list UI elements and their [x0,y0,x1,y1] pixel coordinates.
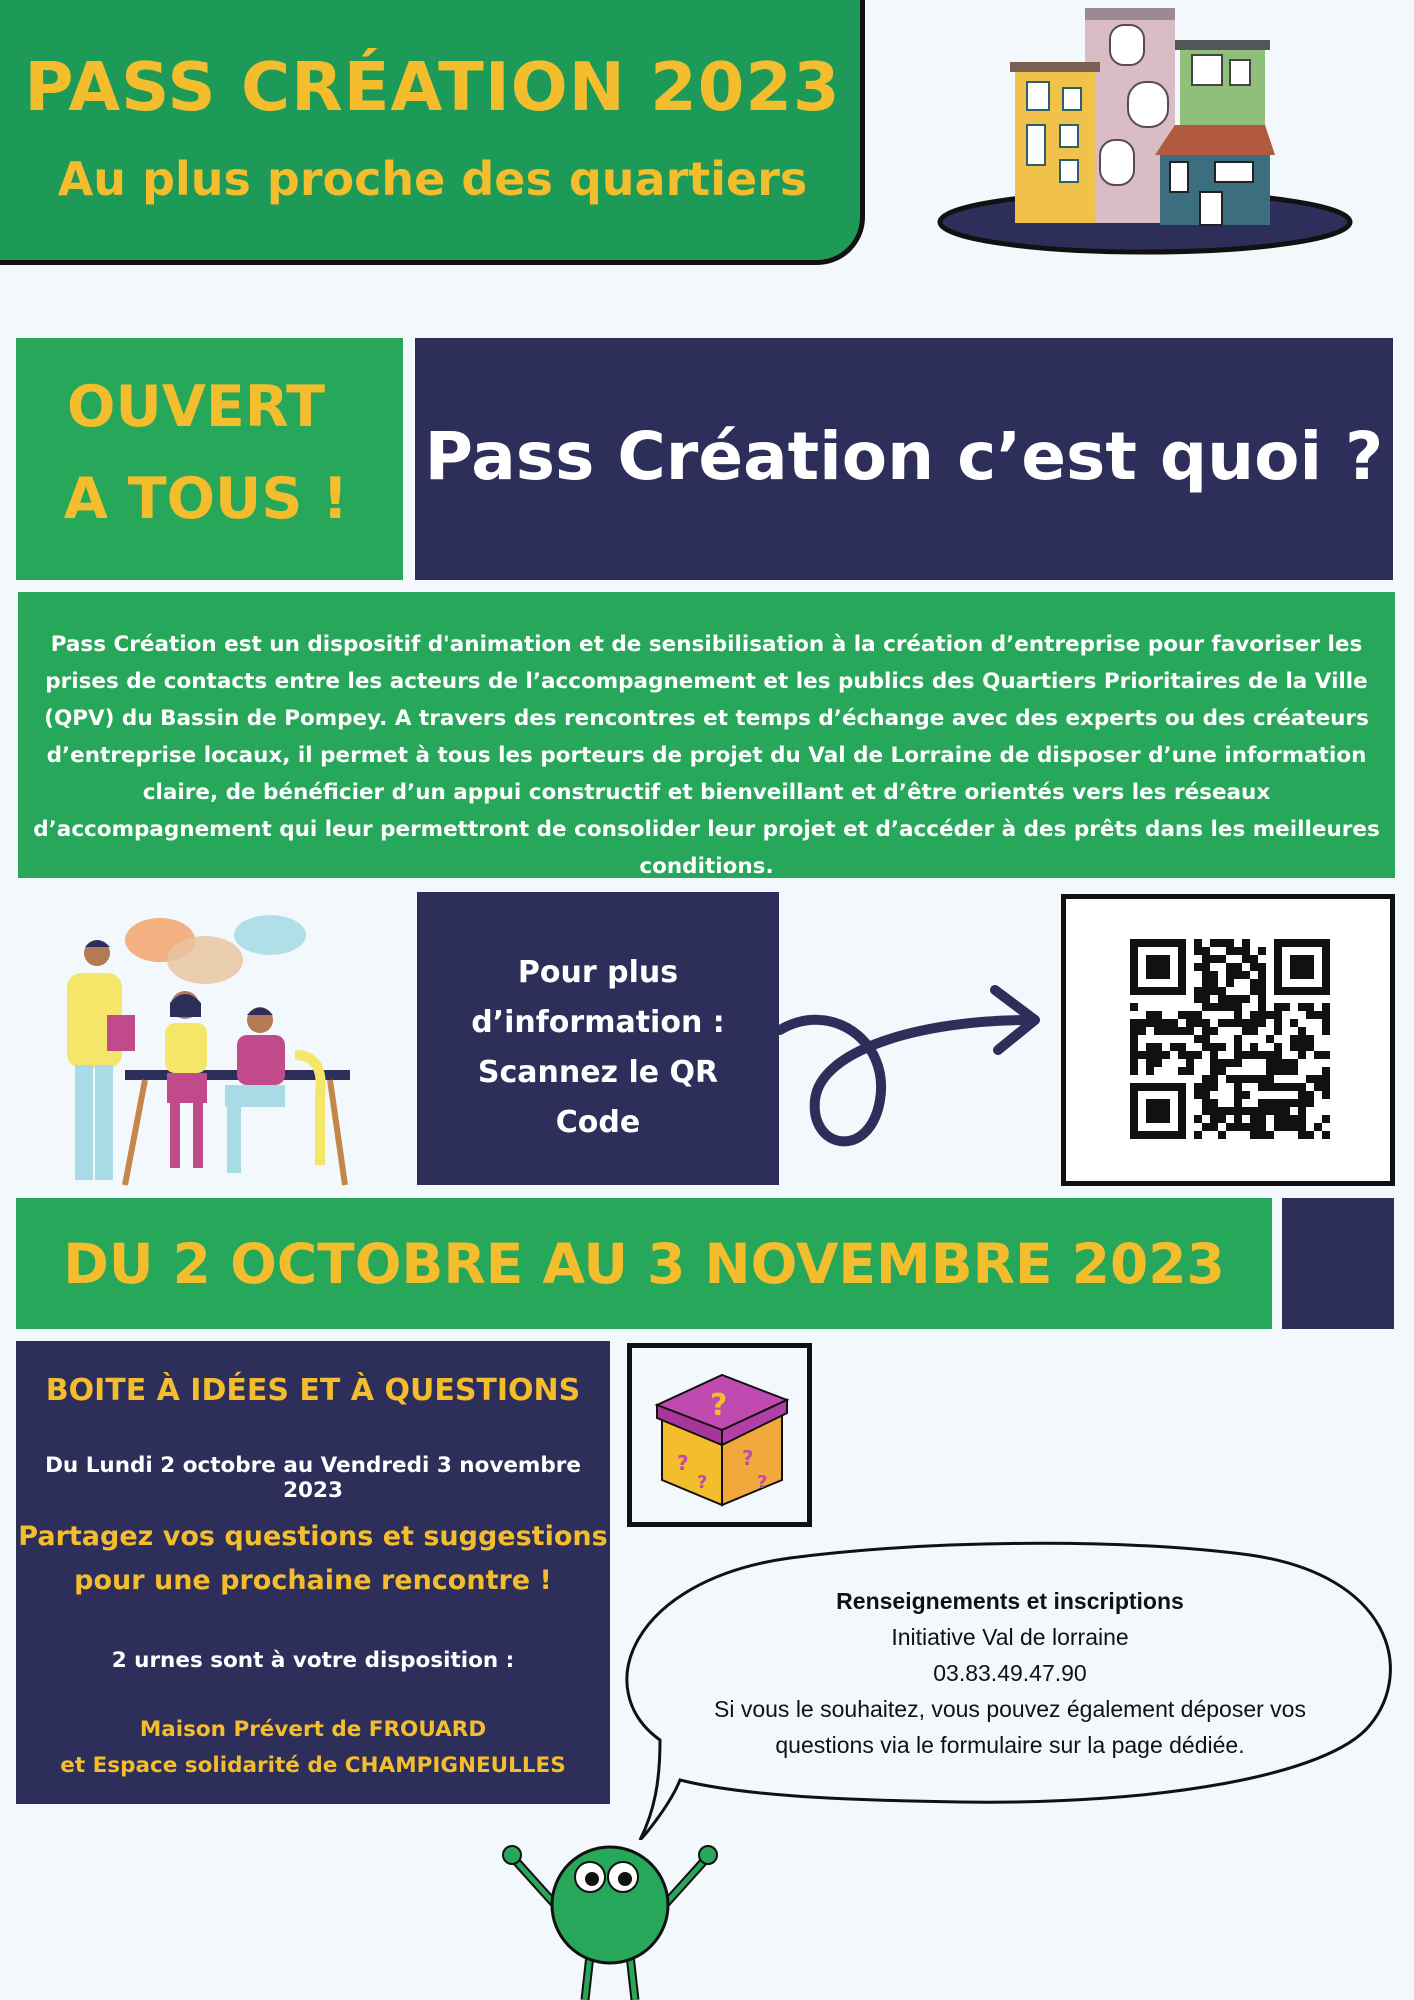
qr-code[interactable] [1130,939,1330,1139]
scan-info-text [437,948,759,1148]
header-banner [0,0,865,265]
page-title: PASS CRÉATION 2023 [24,48,841,126]
svg-text:?: ? [710,1388,728,1423]
idea-box-dates: Du Lundi 2 octobre au Vendredi 3 novembre 2023 [45,1453,581,1503]
idea-box-location2: et Espace solidarité de CHAMPIGNEULLES [60,1753,566,1778]
idea-box-share-line1: Partagez vos questions et suggestions [18,1521,608,1552]
contact-info [660,1583,1360,1763]
open-to-all-line1: OUVERT [66,374,325,440]
date-banner-text: DU 2 OCTOBRE AU 3 NOVEMBRE 2023 [63,1232,1225,1296]
scan-info-line3: Scannez le QR [477,1055,719,1090]
contact-note-line2: questions via le formulaire sur la page dédiée. [775,1732,1245,1758]
idea-box-panel [16,1341,610,1804]
contact-note-line1: Si vous le souhaitez, vous pouvez également déposer vos [714,1696,1306,1722]
scan-info-line1: Pour plus [517,955,679,990]
curly-arrow-icon [770,960,1050,1160]
what-is-heading: Pass Création c’est quoi ? [424,418,1384,495]
idea-box-urns: 2 urnes sont à votre disposition : [111,1648,515,1673]
scan-info-line4: Code [555,1105,641,1140]
contact-phone[interactable]: 03.83.49.47.90 [933,1660,1087,1686]
svg-text:?: ? [757,1472,768,1493]
date-banner [16,1198,1272,1329]
description-panel [18,592,1395,878]
svg-text:?: ? [742,1446,754,1470]
svg-text:?: ? [697,1472,708,1493]
qr-code-frame [1061,894,1395,1186]
page-subtitle: Au plus proche des quartiers [57,152,808,206]
open-to-all-panel [16,338,403,580]
idea-box-location1: Maison Prévert de FROUARD [139,1717,487,1742]
description-text: Pass Création est un dispositif d'animation et de sensibilisation à la création d’entreprise pour favoriser les prises de contacts entre les acteurs de l’accompagnement et les publics des Quartiers Prioritaires de la Ville (QPV) du Bassin de Pompey. A travers des rencontres et temps d’échange avec des experts ou des créateurs d’entreprise locaux, il permet à tous les porteurs de projet du Val de Lorraine de disposer d’une information claire, de bénéficier d’un appui constructif et bienveillant et d’être orientés vers les réseaux d’accompagnement qui leur permettront de consolider leur projet et d’accéder à des prêts dans les meilleures conditions. [33,632,1380,879]
green-mascot-illustration [490,1815,730,2000]
meeting-people-illustration [55,905,355,1190]
scan-info-panel [417,892,779,1185]
buildings-illustration [930,0,1360,255]
idea-box-share-line2: pour une prochaine rencontre ! [74,1565,552,1596]
mystery-box-frame [627,1343,812,1527]
what-is-panel [415,338,1393,580]
contact-title: Renseignements et inscriptions [836,1588,1184,1614]
svg-text:?: ? [677,1451,689,1475]
scan-info-line2: d’information : [471,1005,725,1040]
idea-box-title: BOITE À IDÉES ET À QUESTIONS [45,1373,581,1408]
contact-org: Initiative Val de lorraine [891,1624,1129,1650]
date-banner-accent [1282,1198,1394,1329]
open-to-all-line2: A TOUS ! [63,466,349,532]
mystery-box-icon [652,1360,792,1510]
